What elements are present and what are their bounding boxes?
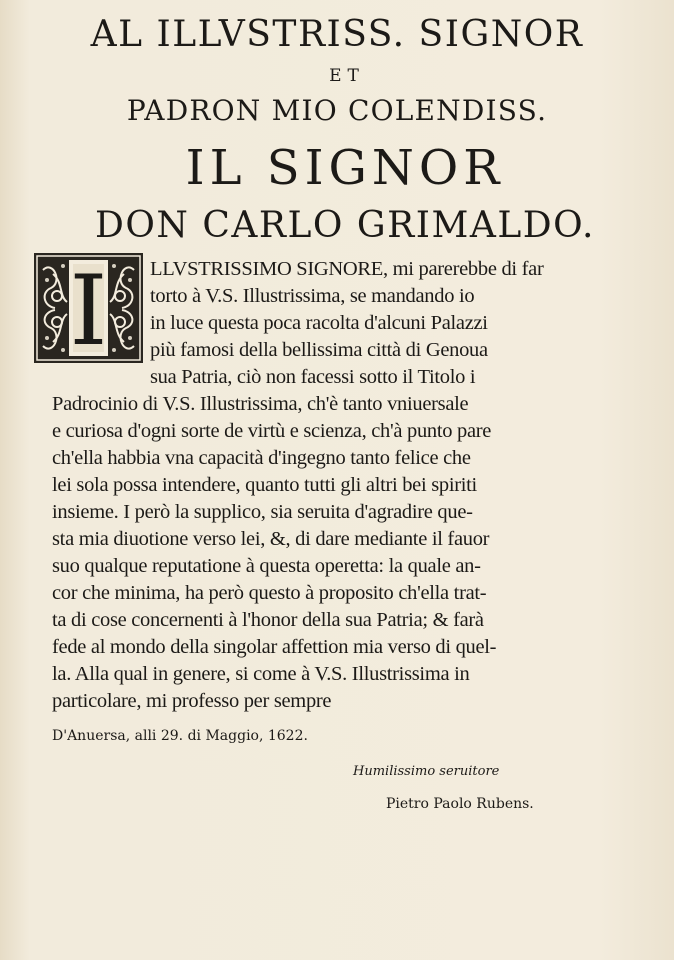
- letter-line-2: torto à V.S. Illustrissima, se mandando io: [150, 285, 475, 307]
- letter-line-7: e curiosa d'ogni sorte de virtù e scienza, ch'à punto pare: [52, 420, 492, 442]
- letter-line-1: LLVSTRISSIMO SIGNORE, mi parerebbe di far: [150, 258, 544, 280]
- letter-line-15: fede al mondo della singolar affettion mia verso di quel-: [52, 636, 497, 658]
- letter-line-17: particolare, mi professo per sempre: [52, 690, 332, 712]
- ornamental-initial-i: [33, 252, 144, 364]
- letter-line-9: lei sola possa intendere, quanto tutti gli altri bei spiriti: [52, 474, 477, 496]
- letter-line-16: la. Alla qual in genere, si come à V.S. Illustrissima in: [52, 663, 470, 685]
- closing-salutation: Humilissimo seruitore: [353, 764, 500, 779]
- letter-line-3: in luce questa poca racolta d'alcuni Palazzi: [150, 312, 488, 334]
- ornamental-initial: [33, 252, 144, 364]
- signature: Pietro Paolo Rubens.: [386, 796, 534, 812]
- dedication-line-5: DON CARLO GRIMALDO.: [95, 205, 595, 246]
- letter-line-12: suo qualque reputatione à questa operetta: la quale an-: [52, 555, 481, 577]
- dedication-line-4: IL SIGNOR: [185, 140, 505, 196]
- letter-line-11: sta mia diuotione verso lei, &, di dare mediante il fauor: [52, 528, 490, 550]
- drop-cap-letter: I: [69, 255, 108, 364]
- dedication-line-3: PADRON MIO COLENDISS.: [126, 94, 548, 127]
- dateline: D'Anuersa, alli 29. di Maggio, 1622.: [52, 728, 308, 744]
- dedication-line-2: ET: [329, 66, 365, 86]
- dedication-line-1: AL ILLVSTRISS. SIGNOR: [90, 14, 584, 55]
- letter-line-4: più famosi della bellissima città di Genoua: [150, 339, 488, 361]
- letter-line-10: insieme. I però la supplico, sia seruita d'agradire que-: [52, 501, 473, 523]
- letter-line-5: sua Patria, ciò non facessi sotto il Titolo i: [150, 366, 476, 388]
- letter-line-8: ch'ella habbia vna capacità d'ingegno tanto felice che: [52, 447, 471, 469]
- letter-line-13: cor che minima, ha però questo à proposito ch'ella trat-: [52, 582, 487, 604]
- letter-line-14: ta di cose concernenti à l'honor della sua Patria; & farà: [52, 609, 484, 631]
- letter-line-6: Padrocinio di V.S. Illustrissima, ch'è tanto vniuersale: [52, 393, 469, 415]
